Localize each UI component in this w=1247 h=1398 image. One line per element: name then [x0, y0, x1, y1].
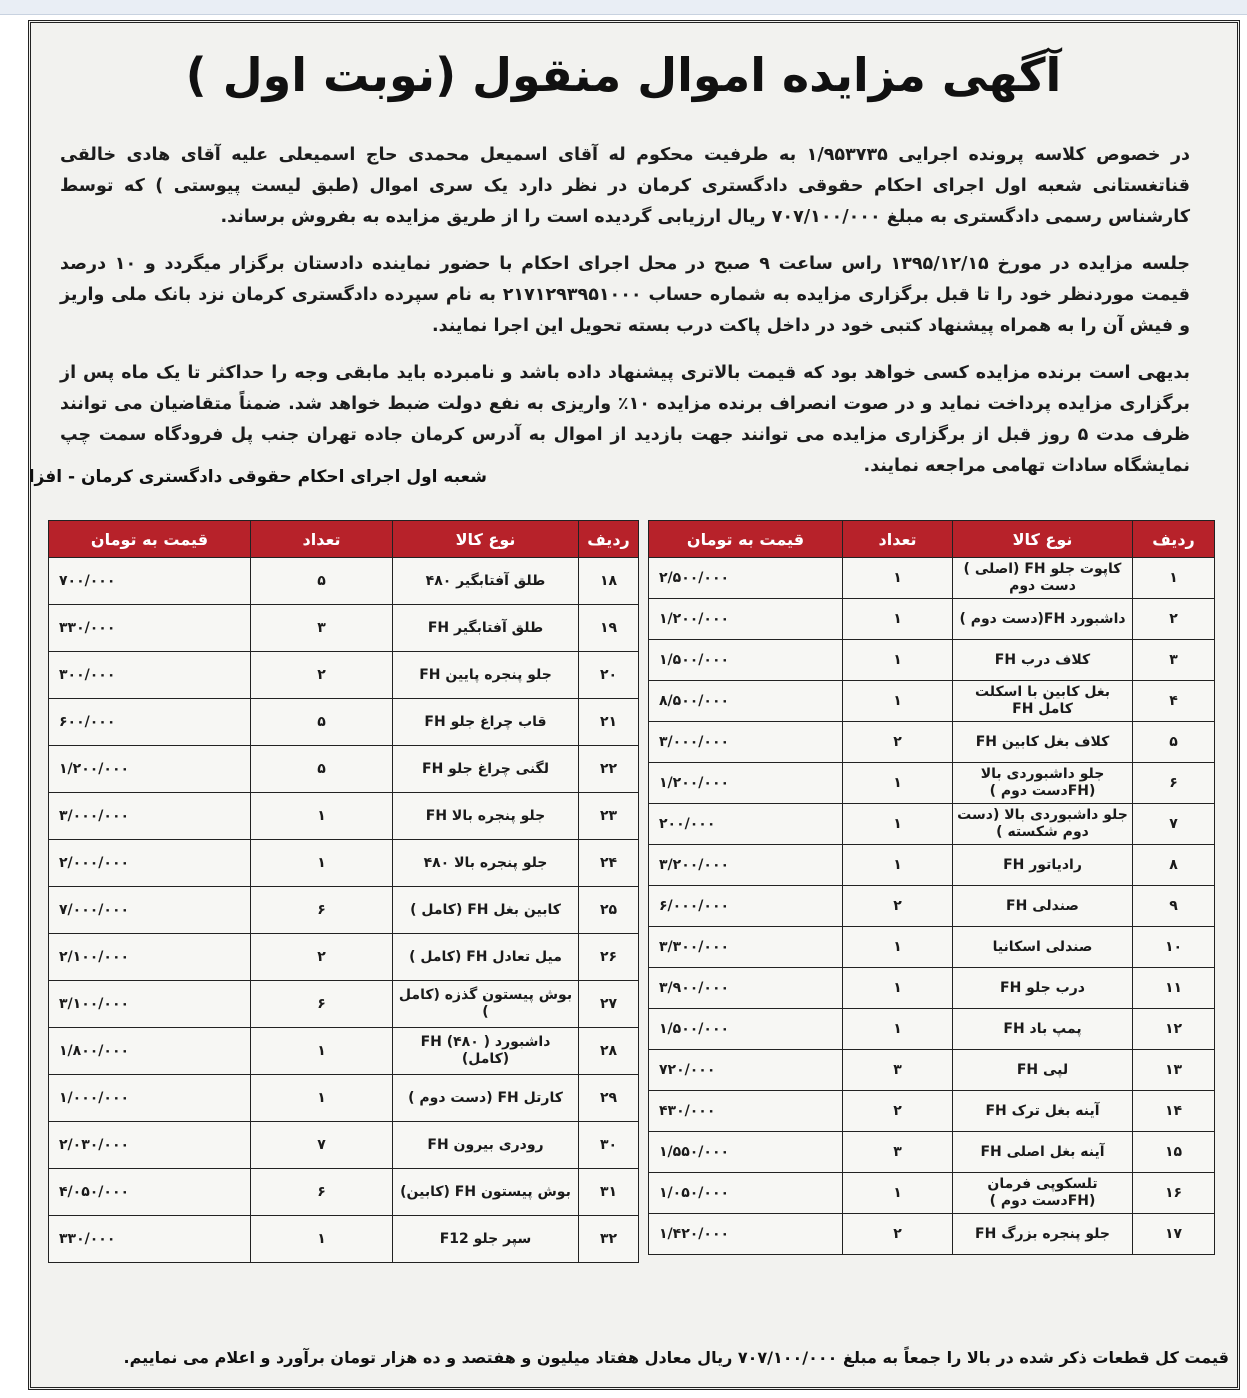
cell-item-type: رادیاتور FH [953, 845, 1133, 886]
cell-quantity: ۲ [251, 652, 393, 699]
cell-price: ۷۰۰/۰۰۰ [49, 558, 251, 605]
table-row [49, 558, 639, 605]
cell-quantity: ۱ [843, 1009, 953, 1050]
table-row [649, 1050, 1215, 1091]
cell-item-type: آینه بغل اصلی FH [953, 1132, 1133, 1173]
table-row [649, 886, 1215, 927]
header-item-type: نوع کالا [953, 521, 1133, 558]
cell-row-number: ۲۵ [579, 887, 639, 934]
cell-price: ۳/۰۰۰/۰۰۰ [49, 793, 251, 840]
cell-quantity: ۲ [843, 886, 953, 927]
cell-price: ۴/۰۵۰/۰۰۰ [49, 1169, 251, 1216]
cell-price: ۷۲۰/۰۰۰ [649, 1050, 843, 1091]
cell-price: ۳/۰۰۰/۰۰۰ [649, 722, 843, 763]
cell-item-type: جلو پنجره پایین FH [393, 652, 579, 699]
cell-row-number: ۱ [1133, 558, 1215, 599]
cell-item-type: کاپوت جلو FH (اصلی ) دست دوم [953, 558, 1133, 599]
cell-quantity: ۱ [843, 599, 953, 640]
cell-price: ۲/۰۰۰/۰۰۰ [49, 840, 251, 887]
cell-row-number: ۳۱ [579, 1169, 639, 1216]
cell-item-type: داشبورد FH (۴۸۰ ) (کامل) [393, 1028, 579, 1075]
table-row [649, 763, 1215, 804]
cell-item-type: رودری بیرون FH [393, 1122, 579, 1169]
table-row [649, 1132, 1215, 1173]
cell-quantity: ۵ [251, 746, 393, 793]
cell-row-number: ۱۵ [1133, 1132, 1215, 1173]
cell-price: ۳/۱۰۰/۰۰۰ [49, 981, 251, 1028]
cell-quantity: ۳ [843, 1050, 953, 1091]
cell-price: ۱/۵۵۰/۰۰۰ [649, 1132, 843, 1173]
cell-item-type: بغل کابین با اسکلت کامل FH [953, 681, 1133, 722]
table-row [649, 722, 1215, 763]
cell-price: ۶۰۰/۰۰۰ [49, 699, 251, 746]
cell-quantity: ۵ [251, 558, 393, 605]
cell-row-number: ۴ [1133, 681, 1215, 722]
cell-row-number: ۲۹ [579, 1075, 639, 1122]
cell-row-number: ۲۱ [579, 699, 639, 746]
header-row-number: ردیف [1133, 521, 1215, 558]
cell-row-number: ۵ [1133, 722, 1215, 763]
cell-price: ۳۰۰/۰۰۰ [49, 652, 251, 699]
signature-line: شعبه اول اجرای احکام حقوقی دادگستری کرمان - افزا [28, 467, 487, 487]
cell-row-number: ۱۸ [579, 558, 639, 605]
cell-row-number: ۱۱ [1133, 968, 1215, 1009]
cell-price: ۲/۵۰۰/۰۰۰ [649, 558, 843, 599]
table-row [49, 793, 639, 840]
header-row-number: ردیف [579, 521, 639, 558]
cell-item-type: کابین بغل FH (کامل ) [393, 887, 579, 934]
table-row [649, 968, 1215, 1009]
cell-item-type: جلو پنجره بالا ۴۸۰ [393, 840, 579, 887]
cell-item-type: درب جلو FH [953, 968, 1133, 1009]
table-header-row [49, 521, 639, 558]
cell-row-number: ۱۰ [1133, 927, 1215, 968]
cell-price: ۱/۰۰۰/۰۰۰ [49, 1075, 251, 1122]
table-row [649, 804, 1215, 845]
cell-price: ۷/۰۰۰/۰۰۰ [49, 887, 251, 934]
cell-quantity: ۱ [251, 1075, 393, 1122]
table-row [49, 1216, 639, 1263]
table-row [49, 1122, 639, 1169]
cell-quantity: ۲ [843, 722, 953, 763]
table-row [49, 1169, 639, 1216]
cell-item-type: طلق آفتابگیر ۴۸۰ [393, 558, 579, 605]
cell-item-type: جلو پنجره بزرگ FH [953, 1214, 1133, 1255]
cell-quantity: ۳ [843, 1132, 953, 1173]
table-row [49, 699, 639, 746]
cell-row-number: ۲۲ [579, 746, 639, 793]
header-price: قیمت به تومان [649, 521, 843, 558]
cell-item-type: پمپ باد FH [953, 1009, 1133, 1050]
header-price: قیمت به تومان [49, 521, 251, 558]
table-row [49, 605, 639, 652]
cell-row-number: ۱۲ [1133, 1009, 1215, 1050]
cell-row-number: ۲۳ [579, 793, 639, 840]
header-quantity: تعداد [251, 521, 393, 558]
cell-price: ۱/۵۰۰/۰۰۰ [649, 1009, 843, 1050]
cell-price: ۳/۳۰۰/۰۰۰ [649, 927, 843, 968]
cell-row-number: ۱۷ [1133, 1214, 1215, 1255]
cell-quantity: ۱ [843, 927, 953, 968]
cell-item-type: قاب چراغ جلو FH [393, 699, 579, 746]
paragraph-terms: بدیهی است برنده مزایده کسی خواهد بود که قیمت بالاتری پیشنهاد داده باشد و نامبرده باید مابقی وجه را حداکثر تا یک ماه پس از برگزاری مزایده پرداخت نماید و در صوت انصراف برنده مزایده ۱۰٪ واریزی به نفع دولت ضبط خواهد شد. ضمناً متقاضیان می توانند ظرف مدت ۵ روز قبل از برگزاری مزایده می توانند جهت بازدید از اموال به آدرس کرمان جاده تهران جنب پل فرودگاه سمت چپ نمایشگاه سادات تهامی مراجعه نمایند. [60, 363, 1190, 476]
cell-quantity: ۱ [843, 763, 953, 804]
cell-quantity: ۶ [251, 981, 393, 1028]
table-row [649, 599, 1215, 640]
cell-quantity: ۷ [251, 1122, 393, 1169]
cell-price: ۱/۲۰۰/۰۰۰ [49, 746, 251, 793]
cell-price: ۲/۰۳۰/۰۰۰ [49, 1122, 251, 1169]
cell-row-number: ۲۸ [579, 1028, 639, 1075]
cell-row-number: ۳ [1133, 640, 1215, 681]
table-row [649, 1214, 1215, 1255]
table-row [49, 746, 639, 793]
cell-row-number: ۷ [1133, 804, 1215, 845]
cell-quantity: ۶ [251, 887, 393, 934]
cell-price: ۳۳۰/۰۰۰ [49, 1216, 251, 1263]
cell-price: ۱/۵۰۰/۰۰۰ [649, 640, 843, 681]
top-strip [0, 0, 1247, 15]
cell-row-number: ۱۳ [1133, 1050, 1215, 1091]
table-row [49, 1075, 639, 1122]
cell-quantity: ۱ [843, 804, 953, 845]
cell-item-type: کارتل FH (دست دوم ) [393, 1075, 579, 1122]
cell-price: ۱/۸۰۰/۰۰۰ [49, 1028, 251, 1075]
table-row [649, 640, 1215, 681]
paragraph-case: در خصوص کلاسه پرونده اجرایی ۱/۹۵۳۷۳۵ به طرفیت محکوم له آقای اسمیعل محمدی حاج اسمیعلی علیه آقای هادی خالقی قناتغستانی شعبه اول اجرای احکام حقوقی دادگستری کرمان در نظر دارد یک سری اموال (طبق لیست پیوستی ) که توسط کارشناس رسمی دادگستری به مبلغ ۷۰۷/۱۰۰/۰۰۰ ریال ارزیابی گردیده است را از طریق مزایده به بفروش برساند. [60, 145, 1190, 227]
cell-item-type: لگنی چراغ جلو FH [393, 746, 579, 793]
cell-row-number: ۸ [1133, 845, 1215, 886]
table-row [49, 1028, 639, 1075]
cell-quantity: ۱ [251, 840, 393, 887]
cell-item-type: جلو پنجره بالا FH [393, 793, 579, 840]
cell-item-type: جلو داشبوردی بالا (دست دوم شکسته ) [953, 804, 1133, 845]
cell-price: ۸/۵۰۰/۰۰۰ [649, 681, 843, 722]
cell-item-type: صندلی FH [953, 886, 1133, 927]
cell-quantity: ۲ [843, 1214, 953, 1255]
cell-row-number: ۶ [1133, 763, 1215, 804]
cell-item-type: صندلی اسکانیا [953, 927, 1133, 968]
cell-row-number: ۹ [1133, 886, 1215, 927]
cell-item-type: تلسکوپی فرمان (FHدست دوم ) [953, 1173, 1133, 1214]
cell-quantity: ۱ [843, 845, 953, 886]
cell-row-number: ۳۲ [579, 1216, 639, 1263]
cell-price: ۱/۲۰۰/۰۰۰ [649, 599, 843, 640]
table-row [49, 934, 639, 981]
items-table-right [648, 520, 1215, 1255]
cell-quantity: ۱ [843, 681, 953, 722]
cell-price: ۳/۹۰۰/۰۰۰ [649, 968, 843, 1009]
cell-price: ۱/۰۵۰/۰۰۰ [649, 1173, 843, 1214]
cell-row-number: ۲۴ [579, 840, 639, 887]
cell-row-number: ۲۷ [579, 981, 639, 1028]
cell-quantity: ۱ [251, 1028, 393, 1075]
cell-price: ۳/۲۰۰/۰۰۰ [649, 845, 843, 886]
cell-row-number: ۱۴ [1133, 1091, 1215, 1132]
cell-quantity: ۲ [251, 934, 393, 981]
cell-price: ۳۳۰/۰۰۰ [49, 605, 251, 652]
table-row [649, 927, 1215, 968]
cell-item-type: لپی FH [953, 1050, 1133, 1091]
cell-quantity: ۱ [843, 640, 953, 681]
cell-row-number: ۳۰ [579, 1122, 639, 1169]
table-row [649, 845, 1215, 886]
cell-quantity: ۱ [843, 968, 953, 1009]
cell-quantity: ۱ [843, 558, 953, 599]
cell-row-number: ۱۹ [579, 605, 639, 652]
cell-price: ۱/۲۰۰/۰۰۰ [649, 763, 843, 804]
table-row [649, 1009, 1215, 1050]
cell-quantity: ۱ [251, 793, 393, 840]
cell-row-number: ۲۶ [579, 934, 639, 981]
table-row [49, 652, 639, 699]
table-row [49, 887, 639, 934]
table-row [649, 1091, 1215, 1132]
cell-row-number: ۲۰ [579, 652, 639, 699]
table-row [49, 840, 639, 887]
table-row [649, 1173, 1215, 1214]
cell-quantity: ۲ [843, 1091, 953, 1132]
header-quantity: تعداد [843, 521, 953, 558]
cell-item-type: بوش پیستون گذزه (کامل ) [393, 981, 579, 1028]
cell-quantity: ۶ [251, 1169, 393, 1216]
cell-item-type: داشبورد FH(دست دوم ) [953, 599, 1133, 640]
cell-item-type: میل تعادل FH (کامل ) [393, 934, 579, 981]
cell-price: ۱/۴۲۰/۰۰۰ [649, 1214, 843, 1255]
cell-price: ۲۰۰/۰۰۰ [649, 804, 843, 845]
cell-item-type: بوش پیستون FH (کابین) [393, 1169, 579, 1216]
items-table-left [48, 520, 639, 1263]
header-item-type: نوع کالا [393, 521, 579, 558]
cell-row-number: ۲ [1133, 599, 1215, 640]
cell-quantity: ۵ [251, 699, 393, 746]
cell-price: ۲/۱۰۰/۰۰۰ [49, 934, 251, 981]
cell-item-type: سپر جلو F12 [393, 1216, 579, 1263]
cell-price: ۴۳۰/۰۰۰ [649, 1091, 843, 1132]
notice-title: آگهی مزایده اموال منقول (نوبت اول ) [185, 48, 1062, 102]
cell-item-type: کلاف درب FH [953, 640, 1133, 681]
cell-price: ۶/۰۰۰/۰۰۰ [649, 886, 843, 927]
cell-item-type: کلاف بغل کابین FH [953, 722, 1133, 763]
table-row [649, 681, 1215, 722]
paragraph-session: جلسه مزایده در مورخ ۱۳۹۵/۱۲/۱۵ راس ساعت ۹ صبح در محل اجرای احکام با حضور نماینده دادستان برگزار میگردد و ۱۰ درصد قیمت موردنظر خود را تا قبل برگزاری مزایده به شماره حساب ۲۱۷۱۲۹۳۹۵۱۰۰۰ به نام سپرده دادگستری کرمان نزد بانک ملی واریز و فیش آن را به همراه پیشنهاد کتبی خود در داخل پاکت درب بسته تحویل این اجرا نمایند. [60, 254, 1190, 336]
cell-quantity: ۳ [251, 605, 393, 652]
total-price-note: قیمت کل قطعات ذکر شده در بالا را جمعاً به مبلغ ۷۰۷/۱۰۰/۰۰۰ ریال معادل هفتاد میلیون و هفتصد و ده هزار تومان برآورد و اعلام می نماییم. [123, 1348, 1229, 1367]
cell-item-type: طلق آفتابگیر FH [393, 605, 579, 652]
table-header-row [649, 521, 1215, 558]
cell-item-type: جلو داشبوردی بالا (FHدست دوم ) [953, 763, 1133, 804]
cell-quantity: ۱ [251, 1216, 393, 1263]
table-row [49, 981, 639, 1028]
cell-row-number: ۱۶ [1133, 1173, 1215, 1214]
cell-item-type: آینه بغل ترک FH [953, 1091, 1133, 1132]
table-row [649, 558, 1215, 599]
cell-quantity: ۱ [843, 1173, 953, 1214]
